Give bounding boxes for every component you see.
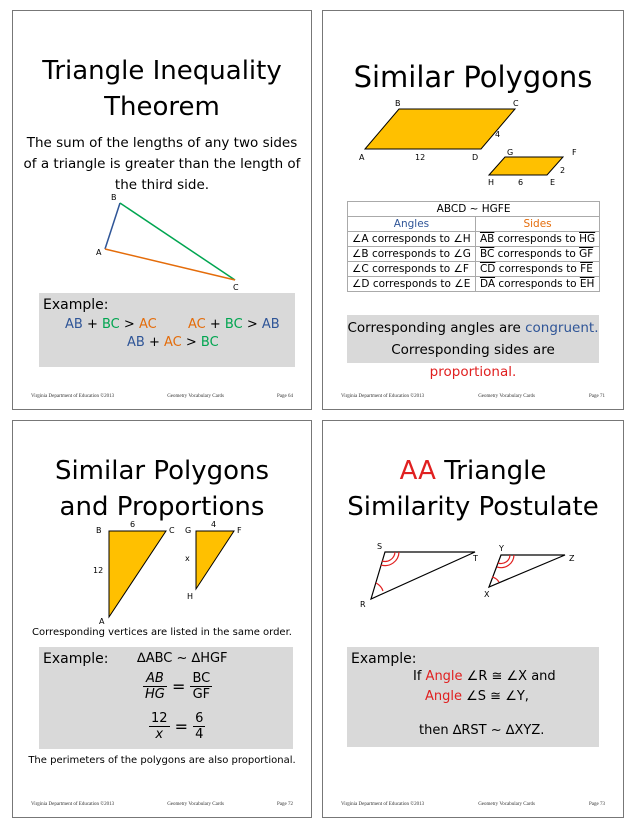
similar-parallelograms-diagram bbox=[323, 97, 623, 197]
vertex-f-label: F bbox=[237, 526, 242, 535]
example-inequality-2: AC + BC > AB bbox=[188, 317, 280, 332]
side-gf-length: 4 bbox=[211, 520, 217, 529]
card-title bbox=[13, 53, 311, 125]
angle-s-arc-2 bbox=[381, 552, 399, 566]
example-label: Example: bbox=[43, 297, 109, 313]
vertex-order-note: Corresponding vertices are listed in the same order. bbox=[32, 627, 292, 638]
vertex-c-label: C bbox=[233, 283, 239, 292]
statement-box bbox=[347, 315, 599, 380]
vertex-x-label: X bbox=[484, 590, 490, 599]
vertex-f-label: F bbox=[572, 148, 577, 157]
aa-triangles-diagram bbox=[323, 539, 623, 619]
triangle-abc bbox=[109, 531, 166, 617]
example-conclusion: then ∆RST ~ ∆XYZ. bbox=[419, 723, 545, 738]
example-label: Example: bbox=[43, 651, 109, 667]
vertex-h-label: H bbox=[488, 178, 495, 187]
statement-angles: Corresponding angles are congruent. bbox=[347, 320, 599, 336]
vertex-b-label: B bbox=[111, 193, 117, 202]
vertex-c-label: C bbox=[513, 99, 519, 108]
example-inequality-3: AB + AC > BC bbox=[127, 335, 219, 350]
proportion-numbers: $\frac{12}{x}$ = $\frac{6}{4}$ bbox=[151, 711, 204, 742]
vertex-h-label: H bbox=[187, 592, 194, 601]
theorem-description: The sum of the lengths of any two sides of a triangle is greater than the length of the third side. bbox=[23, 135, 301, 193]
similarity-statement: ∆ABC ~ ∆HGF bbox=[137, 651, 228, 666]
vertex-r-label: R bbox=[360, 600, 366, 609]
example-label: Example: bbox=[351, 651, 417, 667]
triangle-abc-diagram bbox=[13, 191, 313, 301]
angle-r-arc bbox=[376, 583, 383, 591]
card-footer: Virginia Department of Education ©2013 Geometry Vocabulary Cards Page 71 bbox=[341, 394, 605, 399]
proportion-letters: $\frac{AB}{HG}$ = $\frac{BC}{GF}$ bbox=[145, 671, 211, 702]
side-ac bbox=[105, 249, 235, 280]
correspondence-table bbox=[347, 201, 600, 292]
parallelogram-hgfe bbox=[489, 157, 566, 175]
vertex-z-label: Z bbox=[569, 554, 575, 563]
table-row: ∠B corresponds to ∠G $\overline{BC}$ corresponds to $\overline{GF}$ bbox=[348, 247, 600, 262]
vertex-t-label: T bbox=[473, 554, 478, 563]
title-aa: AA bbox=[399, 456, 436, 486]
example-line-2: Angle ∠S ≅ ∠Y, bbox=[425, 689, 529, 704]
card-footer: Virginia Department of Education ©2013 Geometry Vocabulary Cards Page 64 bbox=[31, 394, 293, 399]
side-bc-length: 6 bbox=[130, 520, 136, 529]
title-line-2: Theorem bbox=[104, 92, 220, 122]
triangle-rst bbox=[371, 552, 475, 599]
card-footer: Virginia Department of Education ©2013 Geometry Vocabulary Cards Page 73 bbox=[341, 802, 605, 807]
side-cd-length: 4 bbox=[495, 130, 501, 139]
triangle-xyz bbox=[489, 555, 565, 587]
vertex-a-label: A bbox=[359, 153, 365, 162]
similarity-statement: ABCD ~ HGFE bbox=[348, 202, 600, 217]
vertex-c-label: C bbox=[169, 526, 175, 535]
example-line-1: If Angle ∠R ≅ ∠X and bbox=[413, 669, 556, 684]
title-line-2: Similarity Postulate bbox=[347, 492, 599, 522]
vertex-g-label: G bbox=[185, 526, 192, 535]
title-line-1: Triangle Inequality bbox=[42, 56, 282, 86]
side-gh-length: x bbox=[185, 554, 190, 563]
vertex-d-label: D bbox=[472, 153, 479, 162]
card-footer: Virginia Department of Education ©2013 Geometry Vocabulary Cards Page 72 bbox=[31, 802, 293, 807]
example-box bbox=[347, 647, 599, 747]
card-similar-polygons bbox=[322, 10, 624, 410]
side-bc bbox=[120, 203, 235, 280]
example-box bbox=[39, 293, 295, 367]
angle-y-arc-2 bbox=[497, 555, 514, 568]
side-ba-length: 12 bbox=[93, 566, 104, 575]
vertex-b-label: B bbox=[395, 99, 401, 108]
vertex-b-label: B bbox=[96, 526, 102, 535]
vertex-e-label: E bbox=[550, 178, 556, 187]
vertex-a-label: A bbox=[96, 248, 102, 257]
side-ef-length: 2 bbox=[560, 166, 566, 175]
vertex-a-label: A bbox=[99, 617, 105, 626]
title-line-2: and Proportions bbox=[59, 492, 265, 522]
angles-header: Angles bbox=[348, 217, 476, 232]
vertex-y-label: Y bbox=[499, 544, 504, 553]
card-similar-polygons-proportions bbox=[12, 420, 312, 818]
vertex-s-label: S bbox=[377, 542, 383, 551]
vertex-g-label: G bbox=[507, 148, 514, 157]
perimeter-note: The perimeters of the polygons are also proportional. bbox=[28, 755, 296, 766]
side-ad-length: 12 bbox=[415, 153, 426, 162]
table-row: ∠D corresponds to ∠E $\overline{DA}$ corresponds to $\overline{EH}$ bbox=[348, 277, 600, 292]
card-title bbox=[13, 453, 311, 525]
triangle-hgf bbox=[196, 531, 234, 589]
table-row: ∠C corresponds to ∠F $\overline{CD}$ corresponds to $\overline{FE}$ bbox=[348, 262, 600, 277]
sides-header: Sides bbox=[475, 217, 599, 232]
statement-sides: Corresponding sides are proportional. bbox=[391, 342, 555, 380]
side-he-length: 6 bbox=[518, 178, 524, 187]
card-title: AA Triangle Similarity Postulate bbox=[347, 456, 599, 522]
angle-x-arc bbox=[492, 577, 499, 582]
similar-triangles-diagram bbox=[13, 519, 313, 629]
card-aa-similarity bbox=[322, 420, 624, 818]
card-title: Similar Polygons bbox=[353, 60, 593, 94]
parallelogram-abcd bbox=[365, 109, 515, 149]
table-row: ∠A corresponds to ∠H $\overline{AB}$ corresponds to $\overline{HG}$ bbox=[348, 232, 600, 247]
example-inequality-1: AB + BC > AC bbox=[65, 317, 157, 332]
title-line-1: Similar Polygons bbox=[54, 456, 270, 486]
side-ab bbox=[105, 203, 120, 249]
example-box bbox=[39, 647, 293, 749]
card-triangle-inequality bbox=[12, 10, 312, 410]
